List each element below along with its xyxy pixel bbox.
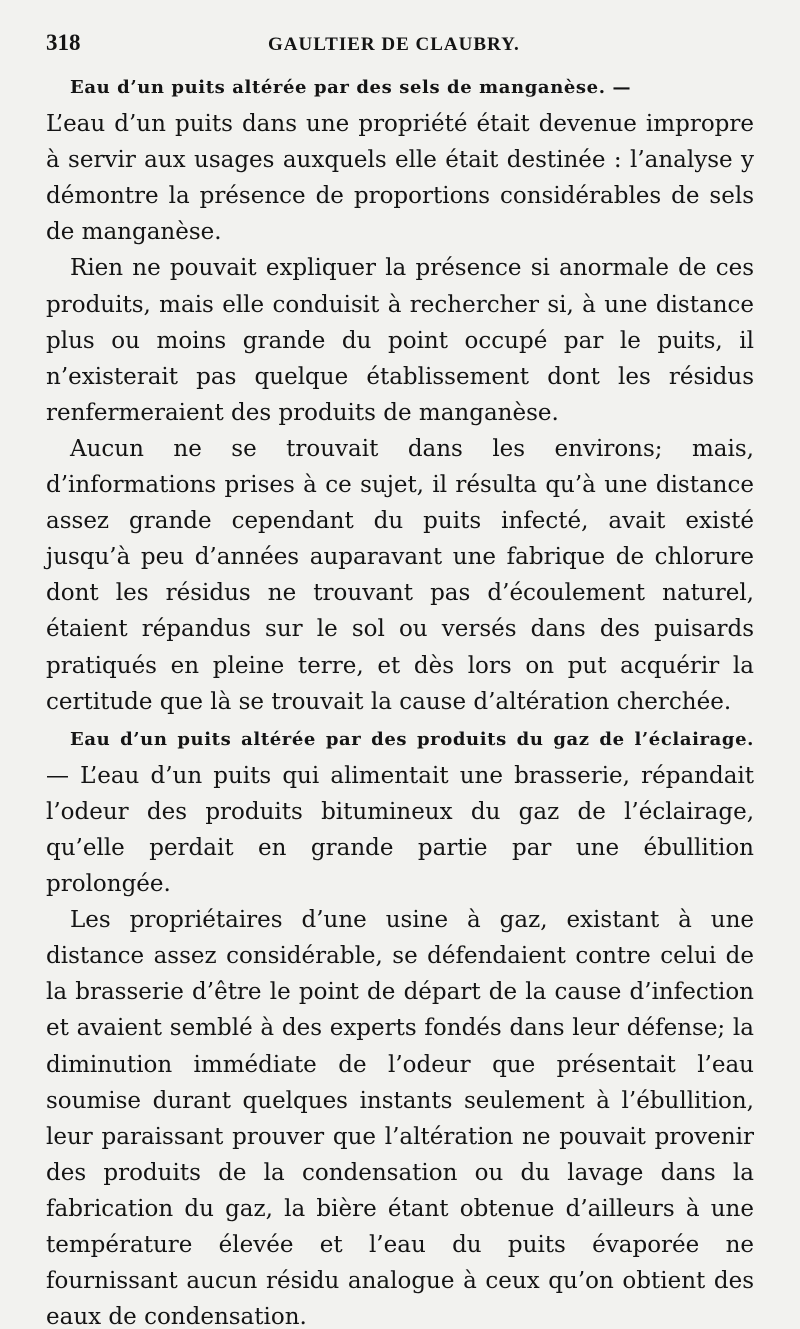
section-heading-gas: Eau d’un puits altérée par des produits du gaz de l’éclairage.	[70, 728, 754, 750]
paragraph: Aucun ne se trouvait dans les environs; mais, d’informations prises à ce sujet, il résulta qu’à une distance assez grande cependant du puits infecté, avait existé jusqu’à peu d’années auparavant une fabrique de chlorure dont les résidus ne trouvant pas d’écoulement naturel, étaient répandus sur le sol ou versés dans des puisards pratiqués en pleine terre, et dès lors on put acquérir la certitude que là se trouvait la cause d’altération cherchée.	[46, 435, 754, 715]
running-head: GAULTIER DE CLAUBRY.	[268, 34, 520, 55]
page-body	[46, 70, 754, 1329]
page-number: 318	[46, 30, 81, 55]
paragraph: Les propriétaires d’une usine à gaz, existant à une distance assez considérable, se défendaient contre celui de la brasserie d’être le point de départ de la cause d’infection et avaient semblé à des experts fondés dans leur défense; la diminution immédiate de l’odeur que présentait l’eau soumise durant quelques instants seulement à l’ébullition, leur paraissant prouver que l’altération ne pouvait provenir des produits de la condensation ou du lavage dans la fabrication du gaz, la bière étant obtenue d’ailleurs à une température élevée et l’eau du puits évaporée ne fournissant aucun résidu analogue à ceux qu’on obtient des eaux de condensation.	[46, 907, 754, 1329]
page-header	[46, 30, 754, 70]
lead-text: L’eau d’un puits qui alimentait une brasserie, répandait l’odeur des produits bitumineux du gaz de l’éclairage, qu’elle perdait en grande partie par une ébullition prolongée.	[46, 762, 755, 898]
paragraph: L’eau d’un puits dans une propriété était devenue impropre à servir aux usages auxquels elle était destinée : l’analyse y démontre la présence de proportions considérables de sels de manganèse.	[46, 111, 754, 246]
section-gas-lead-paragraph	[46, 720, 754, 902]
heading-dash: —	[46, 762, 81, 789]
section-heading-manganese: Eau d’un puits altérée par des sels de manganèse. —	[70, 77, 632, 98]
paragraph: Rien ne pouvait expliquer la présence si anormale de ces produits, mais elle conduisit à rechercher si, à une distance plus ou moins grande du point occupé par le puits, il n’existerait pas quelque établissement dont les résidus renfermeraient des produits de manganèse.	[46, 255, 754, 426]
